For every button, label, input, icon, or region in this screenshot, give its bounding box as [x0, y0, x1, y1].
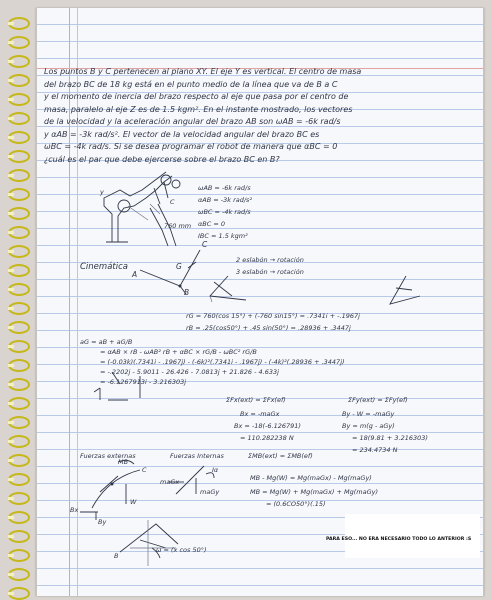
sum-bx-3: = 110.282238 N [240, 434, 294, 442]
given-alpha-bc: αBC = 0 [198, 220, 225, 228]
ef-magy: maGy [200, 488, 220, 496]
sum-by-1: By - W = -maGy [342, 410, 395, 418]
fbd-c: C [142, 466, 147, 474]
point-g: G [176, 262, 182, 271]
problem-line: y αAB = -3k rad/s². El vector de la velocidad angular del brazo BC es [44, 129, 320, 139]
accel-line-4: = -.2202j - 5.9011 - 26.426 - 7.0813j + 21.826 - 4.633j [100, 368, 279, 376]
cinematica-note-1: 2 eslabón → rotación [236, 256, 304, 264]
sum-bx-2: Bx = -18(-6.126791) [234, 422, 301, 430]
moment-line-3: = (0.6CO50°)(.15) [266, 500, 326, 508]
free-body-diagram [80, 460, 140, 520]
fuerzas-ext-title: Fuerzas externas [80, 452, 136, 460]
robot-arm-sketch [104, 172, 180, 246]
given-alpha-ab: αAB = -3k rad/s² [198, 196, 253, 204]
footer-note: PARA ESO... NO ERA NECESARIO TODO LO ANTERIOR :S [326, 537, 472, 542]
fbd-by: By [98, 518, 107, 526]
given-omega-bc: ωBC = -4k rad/s [198, 208, 251, 216]
redaction-box [345, 514, 480, 558]
ef-ialpha: Iα [212, 466, 219, 474]
given-inertia: IBC = 1.5 kgm² [198, 232, 248, 240]
accel-line-3: = (-0.03k)(.7341i - .1967j) - (-6k)²(.7341i - .1967j) - (-4k)²(.28936 + .3447j) [100, 358, 345, 366]
angle-formula: ω = (x cos 50°) [156, 546, 207, 554]
sum-bx-1: Bx = -maGx [240, 410, 280, 418]
position-rb: rB = .25(cos50°) + .45 sin(50°) = .28936 + .3447j [186, 324, 351, 332]
fbd-mb: MB [118, 458, 129, 466]
problem-line: y el momento de inercia del brazo respecto al eje que pasa por el centro de [44, 92, 349, 101]
problem-line: masa, paralelo al eje Z es de 1.5 kgm². En el instante mostrado, los vectores [44, 104, 353, 114]
angle-diagram [120, 520, 178, 566]
accel-line-2: = αAB × rB - ωAB² rB + αBC × rG/B - ωBC² rG/B [100, 348, 257, 356]
cinematica-title: Cinemática [80, 262, 128, 272]
accel-line-5: = -6.1267913i - 3.216303j [100, 378, 187, 386]
accel-line-1: aG = aB + aG/B [80, 338, 133, 346]
position-rg: rG = 760(cos 15°) + (-760 sin15°) = .7341i + -.1967j [186, 312, 360, 320]
sum-fx-title: ΣFx(ext) = ΣFx(ef) [226, 396, 286, 404]
sum-by-3: = 18(9.81 + 3.216303) [352, 434, 428, 442]
label-y: y [100, 188, 104, 196]
ef-magx: maGx [160, 478, 180, 486]
sum-by-2: By = m(g - aGy) [342, 422, 395, 430]
acceleration-sketch [94, 372, 140, 400]
problem-line: de la velocidad y la aceleración angular del brazo AB son ωAB = -6k rad/s [44, 117, 341, 126]
problem-line: ωBC = -4k rad/s. Si se desea programar el robot de manera que αBC = 0 [44, 142, 338, 151]
fbd-bx: Bx [70, 506, 79, 514]
moment-title: ΣMB(ext) = ΣMB(ef) [248, 452, 313, 460]
angle-b: B [114, 552, 119, 560]
fbd-w: W [130, 498, 137, 506]
moment-line-2: MB = Mg(W) + Mg(maGx) + Mg(maGy) [250, 488, 379, 496]
given-omega-ab: ωAB = -6k rad/s [198, 184, 251, 192]
fuerzas-ef-title: Fuerzas Internas [170, 452, 224, 460]
sum-fy-title: ΣFy(ext) = ΣFy(ef) [348, 396, 408, 404]
problem-line: Los puntos B y C pertenecen al plano XY. El eje Y es vertical. El centro de masa [44, 67, 362, 76]
problem-line: del brazo BC de 18 kg está en el punto medio de la línea que va de B a C [44, 79, 338, 89]
label-a-len: 760 mm [164, 222, 192, 230]
point-a: A [132, 270, 138, 279]
point-c: C [202, 240, 208, 249]
point-b: B [184, 288, 190, 297]
label-c-top: C [170, 198, 175, 206]
sum-by-4: = 234.4734 N [352, 446, 398, 454]
moment-line-1: MB - Mg(W) = Mg(maGx) - Mg(maGy) [250, 474, 372, 482]
problem-line: ¿cuál es el par que debe ejercerse sobre el brazo BC en B? [44, 154, 280, 164]
cinematica-note-2: 3 eslabón → rotación [236, 268, 304, 276]
